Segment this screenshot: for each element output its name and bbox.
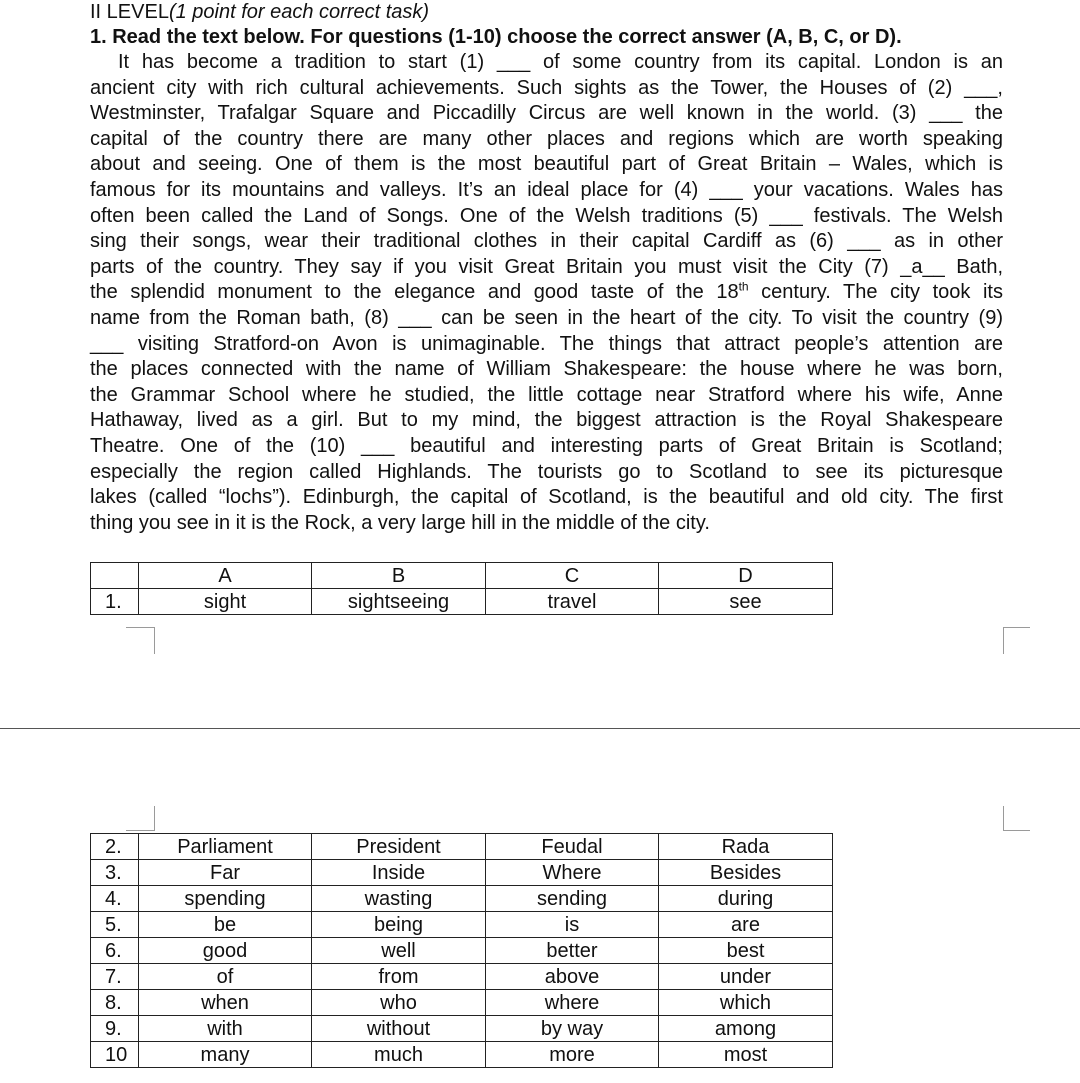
level-label: II LEVEL bbox=[90, 1, 169, 23]
option-a: with bbox=[139, 1016, 312, 1042]
text-line: especially the region called Highlands. The tourists go to Scotland to see its picturesque bbox=[90, 460, 1003, 483]
text-line: famous for its mountains and valleys. It’s an ideal place for (4) ___ your vacations. Wales has bbox=[90, 178, 1003, 201]
option-a: when bbox=[139, 990, 312, 1016]
option-c: above bbox=[486, 964, 659, 990]
level-heading bbox=[90, 0, 429, 24]
option-d: best bbox=[659, 938, 833, 964]
option-d: Besides bbox=[659, 860, 833, 886]
table-row bbox=[91, 860, 833, 886]
question-number: 1. bbox=[91, 589, 139, 615]
text-line: parts of the country. They say if you visit Great Britain you must visit the City (7) _a__ Bath, bbox=[90, 255, 1003, 278]
text-line-part: century. The city took its bbox=[748, 281, 1003, 304]
task-heading: 1. Read the text below. For questions (1-10) choose the correct answer (A, B, C, or D). bbox=[90, 26, 902, 48]
table-row bbox=[91, 964, 833, 990]
option-a: Parliament bbox=[139, 834, 312, 860]
text-line-part: the splendid monument to the elegance and good taste of the 18 bbox=[90, 281, 739, 304]
question-number: 2. bbox=[91, 834, 139, 860]
text-line: It has become a tradition to start (1) ___ of some country from its capital. London is an bbox=[118, 51, 1003, 73]
option-d: most bbox=[659, 1042, 833, 1068]
option-d: Rada bbox=[659, 834, 833, 860]
table-row bbox=[91, 589, 833, 615]
option-b: Inside bbox=[312, 860, 486, 886]
option-b: much bbox=[312, 1042, 486, 1068]
option-d: during bbox=[659, 886, 833, 912]
table-row bbox=[91, 912, 833, 938]
question-number: 4. bbox=[91, 886, 139, 912]
question-number: 3. bbox=[91, 860, 139, 886]
option-c: by way bbox=[486, 1016, 659, 1042]
table-row bbox=[91, 834, 833, 860]
option-b: President bbox=[312, 834, 486, 860]
text-line: lakes (called “lochs”). Edinburgh, the capital of Scotland, is the beautiful and old city. The first bbox=[90, 486, 1003, 509]
crop-mark bbox=[126, 806, 155, 831]
question-number: 6. bbox=[91, 938, 139, 964]
option-b: sightseeing bbox=[312, 589, 486, 615]
option-c: sending bbox=[486, 886, 659, 912]
text-line: name from the Roman bath, (8) ___ can be seen in the heart of the city. To visit the country (9) bbox=[90, 306, 1003, 329]
option-c: Where bbox=[486, 860, 659, 886]
question-number: 5. bbox=[91, 912, 139, 938]
option-c: travel bbox=[486, 589, 659, 615]
table-header-cell: B bbox=[312, 563, 486, 589]
option-d: among bbox=[659, 1016, 833, 1042]
table-row bbox=[91, 1042, 833, 1068]
option-c: where bbox=[486, 990, 659, 1016]
page-separator bbox=[0, 728, 1080, 729]
text-line: about and seeing. One of them is the most beautiful part of Great Britain – Wales, which is bbox=[90, 153, 1003, 176]
option-d: which bbox=[659, 990, 833, 1016]
table-row bbox=[91, 886, 833, 912]
text-line: Hathaway, lived as a girl. But to my mind, the biggest attraction is the Royal Shakespeare bbox=[90, 409, 1003, 432]
text-line: the Grammar School where he studied, the little cottage near Stratford where his wife, Anne bbox=[90, 383, 1003, 406]
question-number: 7. bbox=[91, 964, 139, 990]
option-a: sight bbox=[139, 589, 312, 615]
table-header-cell: A bbox=[139, 563, 312, 589]
table-row bbox=[91, 990, 833, 1016]
level-note: (1 point for each correct task) bbox=[168, 1, 430, 23]
table-header-cell: C bbox=[486, 563, 659, 589]
option-a: of bbox=[139, 964, 312, 990]
table-header-row bbox=[91, 563, 833, 589]
option-a: be bbox=[139, 912, 312, 938]
option-b: being bbox=[312, 912, 486, 938]
option-b: without bbox=[312, 1016, 486, 1042]
ordinal-suffix: th bbox=[738, 279, 749, 294]
option-b: from bbox=[312, 964, 486, 990]
table-cell-empty bbox=[91, 563, 139, 589]
text-line: capital of the country there are many other places and regions which are worth speaking bbox=[90, 127, 1003, 150]
option-c: better bbox=[486, 938, 659, 964]
table-row bbox=[91, 938, 833, 964]
question-number: 10 bbox=[91, 1042, 139, 1068]
text-line: ___ visiting Stratford-on Avon is unimaginable. The things that attract people’s attention are bbox=[90, 332, 1003, 355]
option-d: are bbox=[659, 912, 833, 938]
option-a: good bbox=[139, 938, 312, 964]
text-line: the places connected with the name of William Shakespeare: the house where he was born, bbox=[90, 358, 1003, 381]
option-d: under bbox=[659, 964, 833, 990]
text-line: thing you see in it is the Rock, a very large hill in the middle of the city. bbox=[90, 511, 710, 534]
option-a: many bbox=[139, 1042, 312, 1068]
text-line-century bbox=[90, 280, 1003, 306]
text-line: often been called the Land of Songs. One of the Welsh traditions (5) ___ festivals. The Welsh bbox=[90, 204, 1003, 227]
crop-mark bbox=[1003, 627, 1030, 654]
option-a: Far bbox=[139, 860, 312, 886]
text-line: ancient city with rich cultural achievements. Such sights as the Tower, the Houses of (2) ___, bbox=[90, 76, 1003, 99]
option-a: spending bbox=[139, 886, 312, 912]
option-c: Feudal bbox=[486, 834, 659, 860]
option-c: is bbox=[486, 912, 659, 938]
option-b: who bbox=[312, 990, 486, 1016]
answer-table-bottom bbox=[90, 833, 833, 1068]
crop-mark bbox=[126, 627, 155, 654]
option-b: wasting bbox=[312, 886, 486, 912]
text-line: Westminster, Trafalgar Square and Piccadilly Circus are well known in the world. (3) ___ the bbox=[90, 102, 1003, 125]
option-b: well bbox=[312, 938, 486, 964]
option-c: more bbox=[486, 1042, 659, 1068]
answer-table-top bbox=[90, 562, 833, 615]
option-d: see bbox=[659, 589, 833, 615]
question-number: 9. bbox=[91, 1016, 139, 1042]
crop-mark bbox=[1003, 806, 1030, 831]
question-number: 8. bbox=[91, 990, 139, 1016]
reading-text bbox=[90, 50, 1003, 536]
table-header-cell: D bbox=[659, 563, 833, 589]
text-line: sing their songs, wear their traditional clothes in their capital Cardiff as (6) ___ as in other bbox=[90, 230, 1003, 253]
text-line: Theatre. One of the (10) ___ beautiful and interesting parts of Great Britain is Scotland; bbox=[90, 434, 1003, 457]
table-row bbox=[91, 1016, 833, 1042]
